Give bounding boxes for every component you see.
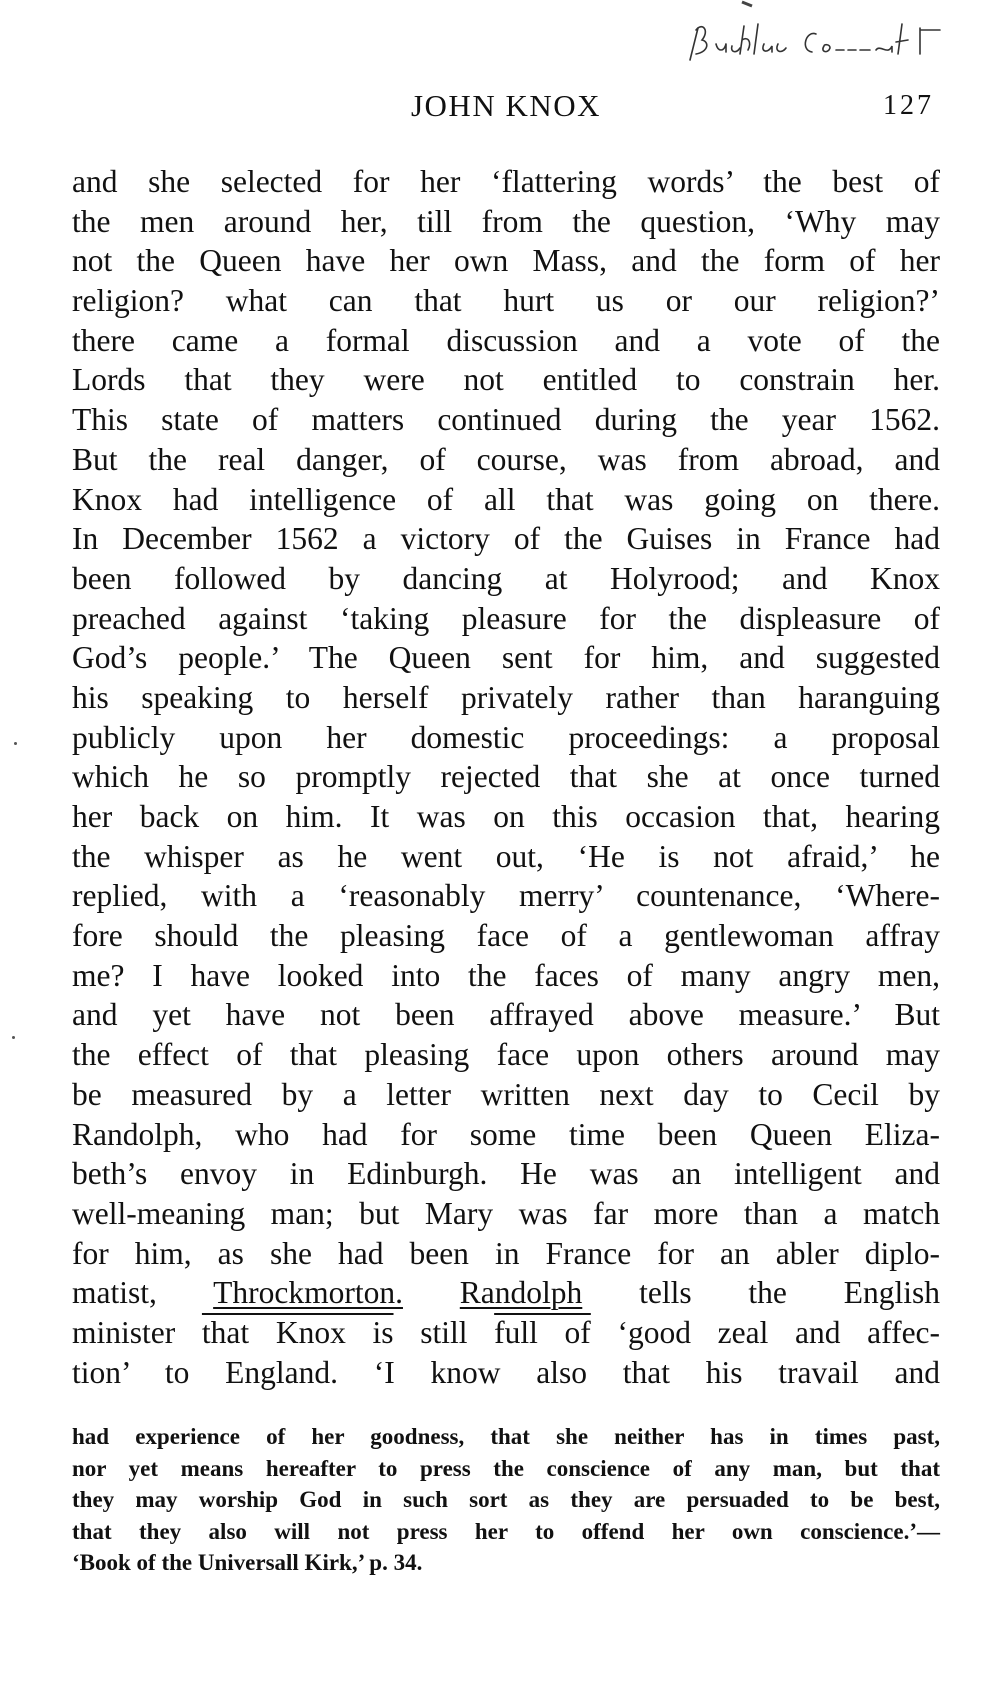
- body-text: [72, 162, 940, 1392]
- text-line: which he so promptly rejected that she at once turned: [72, 759, 940, 795]
- line-segment: [403, 1275, 460, 1310]
- text-line: not the Queen have her own Mass, and the form of her: [72, 243, 940, 279]
- text-line: Knox had intelligence of all that was going on there.: [72, 481, 940, 517]
- text-line: Randolph, who had for some time been Queen Eliza-: [72, 1116, 940, 1152]
- footnote-line: had experience of her goodness, that she neither has in times past,: [72, 1424, 940, 1449]
- line-segment: matist,: [72, 1275, 214, 1311]
- text-line: his speaking to herself privately rather than haranguing: [72, 679, 940, 715]
- running-title: JOHN KNOX: [410, 88, 602, 123]
- handwriting-scribble: [640, 0, 1000, 70]
- handwritten-annotation: [640, 0, 1000, 70]
- footnote-line: nor yet means hereafter to press the conscience of any man, but that: [72, 1455, 940, 1481]
- page-number: 127: [883, 90, 934, 121]
- line-segment: still: [393, 1314, 495, 1350]
- text-line: Lords that they were not entitled to constrain her.: [72, 362, 940, 398]
- text-line: beth’s envoy in Edinburgh. He was an intelligent and: [72, 1156, 940, 1192]
- text-line: fore should the pleasing face of a gentlewoman affray: [72, 918, 940, 954]
- text-line-marked-underline: [72, 1273, 940, 1313]
- pencil-underline-throckmorton: Throckmorton.: [213, 1275, 403, 1311]
- text-line: her back on him. It was on this occasion that, hearing: [72, 799, 940, 834]
- text-line-marked-overline: [72, 1313, 940, 1353]
- text-line: tion’ to England. ‘I know also that his travail and: [72, 1354, 940, 1390]
- text-line: the men around her, till from the question, ‘Why may: [72, 203, 940, 239]
- text-line: the whisper as he went out, ‘He is not afraid,’ he: [72, 838, 940, 874]
- text-line: But the real danger, of course, was from abroad, and: [72, 441, 940, 477]
- margin-speck: [14, 742, 17, 745]
- text-line: religion? what can that hurt us or our religion?’: [72, 283, 940, 319]
- footnote-line: ‘Book of the Universall Kirk,’ p. 34.: [72, 1550, 423, 1575]
- footnote-line: they may worship God in such sort as they are persuaded to be best,: [72, 1487, 940, 1512]
- text-line: there came a formal discussion and a vote of the: [72, 322, 940, 358]
- text-line: for him, as she had been in France for an abler diplo-: [72, 1235, 940, 1271]
- text-line: In December 1562 a victory of the Guises in France had: [72, 521, 940, 557]
- line-segment: ‘good zeal and affec-: [590, 1314, 941, 1350]
- text-line: This state of matters continued during the year 1562.: [72, 402, 940, 438]
- text-line: replied, with a ‘reasonably merry’ countenance, ‘Where-: [72, 878, 940, 914]
- margin-speck: [12, 1036, 15, 1039]
- pencil-overline-full-of: full of: [494, 1314, 591, 1350]
- running-head: [72, 88, 940, 128]
- text-line: well-meaning man; but Mary was far more than a match: [72, 1195, 940, 1231]
- text-line: the effect of that pleasing face upon others around may: [72, 1037, 940, 1073]
- text-line: publicly upon her domestic proceedings: a proposal: [72, 719, 940, 755]
- text-line: and yet have not been affrayed above measure.’ But: [72, 997, 940, 1033]
- pencil-underline-randolph: Randolph: [459, 1275, 583, 1311]
- text-line: be measured by a letter written next day to Cecil by: [72, 1076, 940, 1112]
- footnote-line: that they also will not press her to offend her own conscience.’—: [72, 1518, 940, 1544]
- text-line: been followed by dancing at Holyrood; and Knox: [72, 560, 940, 596]
- line-segment: tells the English: [582, 1275, 940, 1311]
- text-line: God’s people.’ The Queen sent for him, and suggested: [72, 640, 940, 676]
- line-segment: minister: [72, 1314, 202, 1350]
- text-line: me? I have looked into the faces of many angry men,: [72, 957, 940, 993]
- footnote: [72, 1421, 940, 1579]
- pencil-overline-that-knox-is: that Knox is: [201, 1314, 394, 1350]
- text-line: and she selected for her ‘flattering words’ the best of: [72, 164, 940, 199]
- text-line: preached against ‘taking pleasure for the displeasure of: [72, 600, 940, 636]
